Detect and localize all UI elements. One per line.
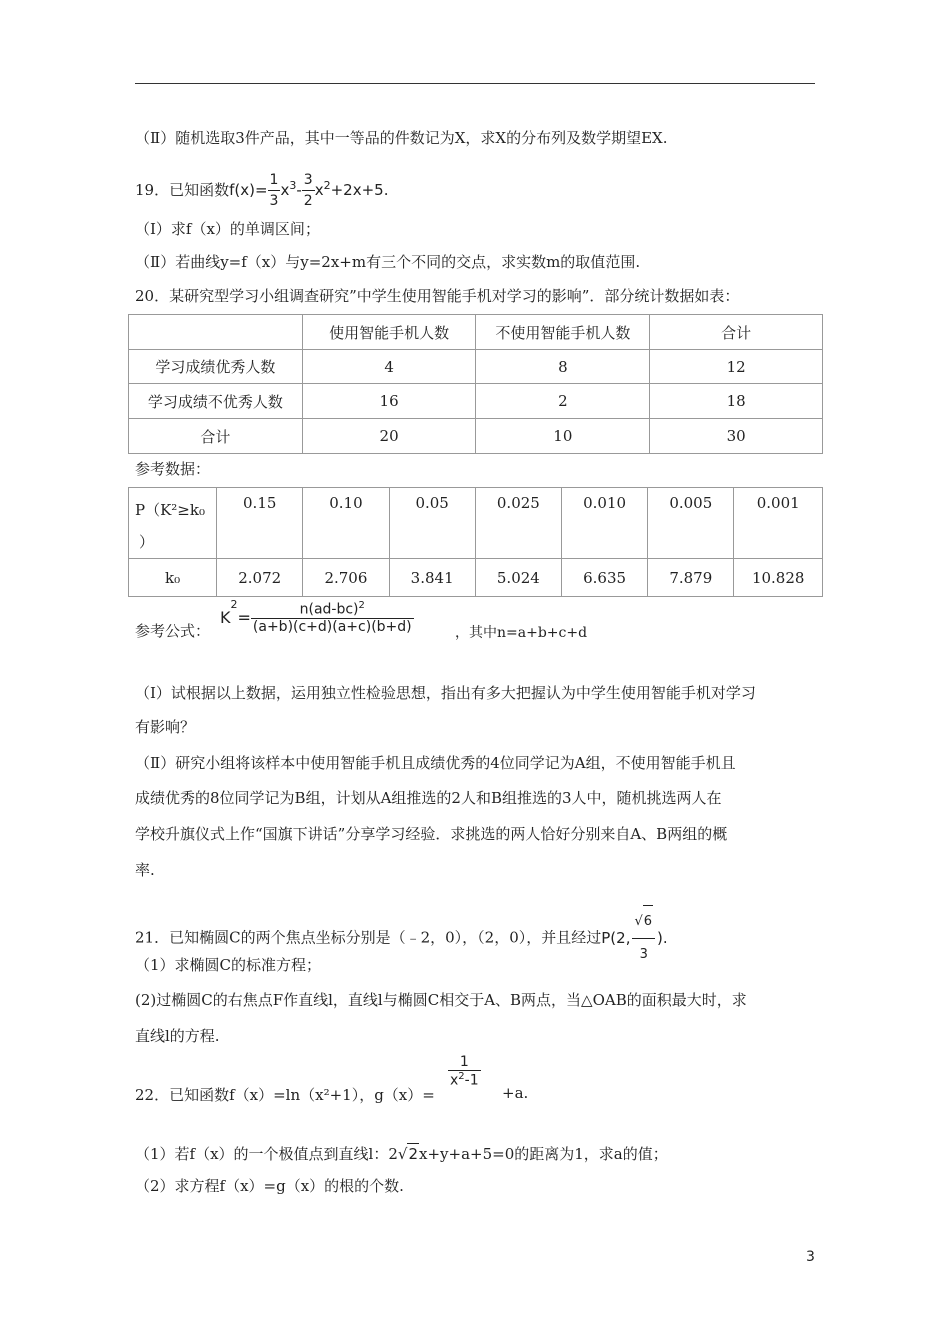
table-header-cell: 合计 xyxy=(650,315,823,350)
q22-part1-suffix: x+y+a+5=0的距离为1，求a的值； xyxy=(419,1145,668,1163)
fraction-numerator: 3 xyxy=(302,170,315,191)
fraction-denominator: 2 xyxy=(303,193,313,209)
table-cell: 6.635 xyxy=(561,559,647,597)
formula-term: x xyxy=(280,181,290,199)
critical-values-table xyxy=(128,487,823,597)
formula-lhs: K xyxy=(220,608,231,627)
q21-point xyxy=(601,914,668,962)
header-rule xyxy=(135,83,815,84)
table-cell: 学习成绩不优秀人数 xyxy=(129,384,303,419)
table-cell: 30 xyxy=(650,419,823,454)
q19-function-formula xyxy=(229,172,384,209)
table-row xyxy=(129,419,823,454)
table-cell-p-label xyxy=(129,488,217,559)
formula-exponent: 2 xyxy=(323,179,331,192)
q19-stem-suffix: . xyxy=(383,181,389,199)
q19-part1: （Ⅰ）求f（x）的单调区间； xyxy=(135,220,320,238)
q22-part1-prefix: （1）若f（x）的一个极值点到直线l：2 xyxy=(135,1145,398,1163)
q22-part1 xyxy=(135,1143,668,1164)
p-label-line1: P（K²≥k₀ xyxy=(135,501,205,519)
q18-part2: （Ⅱ）随机选取3件产品，其中一等品的件数记为X，求X的分布列及数学期望EX. xyxy=(135,129,668,147)
q20-part1-line1: （Ⅰ）试根据以上数据，运用独立性检验思想，指出有多大把握认为中学生使用智能手机对学习 xyxy=(135,684,756,702)
table-cell: 0.025 xyxy=(475,488,561,559)
q22-sqrt: √2 xyxy=(397,1145,419,1163)
q20-part2-line3: 学校升旗仪式上作“国旗下讲话”分享学习经验．求挑选的两人恰好分别来自A、B两组的概 xyxy=(135,825,728,843)
table-cell: 0.005 xyxy=(648,488,734,559)
table-header-cell xyxy=(129,315,303,350)
table-cell: 5.024 xyxy=(475,559,561,597)
denominator-exponent: 2 xyxy=(458,1071,465,1082)
q19-stem xyxy=(135,170,388,211)
q20-stem: 20．某研究型学习小组调查研究”中学生使用智能手机对学习的影响”．部分统计数据如表： xyxy=(135,287,740,305)
denominator-base: x xyxy=(450,1072,459,1089)
fraction-one-third xyxy=(268,170,281,211)
table-cell: 0.05 xyxy=(389,488,475,559)
q19-part2: （Ⅱ）若曲线y=f（x）与y=2x+m有三个不同的交点，求实数m的取值范围. xyxy=(135,253,641,271)
q19-stem-prefix: 19．已知函数 xyxy=(135,181,230,199)
q21-part2-line2: 直线l的方程. xyxy=(135,1027,220,1045)
formula-exponent: 2 xyxy=(230,598,238,611)
chi-square-fraction xyxy=(251,600,414,635)
table-cell: 20 xyxy=(302,419,476,454)
q20-part2-line2: 成绩优秀的8位同学记为B组，计划从A组推选的2人和B组推选的3人中，随机挑选两人在 xyxy=(135,789,722,807)
q22-stem-suffix: +a. xyxy=(502,1084,529,1102)
q22-stem-prefix: 22．已知函数f（x）=ln（x²+1），g（x）= xyxy=(135,1086,435,1104)
q21-part2-line1: (2)过椭圆C的右焦点F作直线l，直线l与椭圆C相交于A、B两点，当△OAB的面积最大时，求 xyxy=(135,991,747,1009)
q22-fraction xyxy=(448,1054,481,1089)
table-cell: 10.828 xyxy=(734,559,823,597)
table-cell: 2.706 xyxy=(303,559,389,597)
q20-part2-line4: 率. xyxy=(135,861,155,879)
fraction-numerator xyxy=(251,600,414,619)
formula-eq: = xyxy=(237,608,251,627)
q21-part1: （1）求椭圆C的标准方程； xyxy=(135,956,322,974)
table-cell: 2.072 xyxy=(217,559,303,597)
q20-formula-label: 参考公式： xyxy=(135,622,211,640)
fraction-denominator xyxy=(448,1071,481,1089)
point-close: ). xyxy=(657,928,668,947)
fraction-denominator: 3 xyxy=(639,947,648,962)
table-cell: 8 xyxy=(476,350,650,384)
table-cell: 4 xyxy=(302,350,476,384)
fraction-g xyxy=(448,1054,481,1089)
table-row-k xyxy=(129,559,823,597)
fraction-denominator: 3 xyxy=(269,193,279,209)
q21-stem-prefix: 21．已知椭圆C的两个焦点坐标分别是（﹣2，0），（2，0），并且经过 xyxy=(135,928,602,947)
table-cell: 0.15 xyxy=(217,488,303,559)
table-cell: 12 xyxy=(650,350,823,384)
sqrt-radicand: 6 xyxy=(643,905,653,938)
table-cell: 0.010 xyxy=(561,488,647,559)
table-cell: 0.001 xyxy=(734,488,823,559)
table-header-cell: 使用智能手机人数 xyxy=(302,315,476,350)
table-header-cell: 不使用智能手机人数 xyxy=(476,315,650,350)
table-cell: 合计 xyxy=(129,419,303,454)
fraction-three-halves xyxy=(302,170,315,211)
sqrt-radicand: 2 xyxy=(408,1145,419,1163)
formula-tail: +2x+5 xyxy=(330,181,384,199)
fraction-sqrt6-over-3 xyxy=(632,905,655,971)
formula-numerator: n(ad-bc) xyxy=(299,601,359,618)
q20-ref-label: 参考数据： xyxy=(135,460,211,478)
p-label-line2: ） xyxy=(139,533,155,551)
q20-part1-line2: 有影响？ xyxy=(135,718,196,736)
fraction-denominator: (a+b)(c+d)(a+c)(b+d) xyxy=(252,618,412,635)
table-cell: 2 xyxy=(476,384,650,419)
page-number: 3 xyxy=(806,1249,815,1265)
table-cell: 18 xyxy=(650,384,823,419)
table-cell: 0.10 xyxy=(303,488,389,559)
table-cell: 3.841 xyxy=(389,559,475,597)
chi-square-formula xyxy=(220,598,414,635)
smartphone-stats-table xyxy=(128,314,823,454)
table-row xyxy=(129,350,823,384)
fraction-numerator: 1 xyxy=(268,170,281,191)
table-cell-k-label: k₀ xyxy=(129,559,217,597)
table-row-p xyxy=(129,488,823,559)
formula-term: x xyxy=(314,181,324,199)
fraction-numerator: √6 xyxy=(632,905,655,939)
q22-part2: （2）求方程f（x）=g（x）的根的个数. xyxy=(135,1177,404,1195)
formula-minus: - xyxy=(296,181,302,199)
formula-exponent: 2 xyxy=(358,600,365,612)
table-cell: 16 xyxy=(302,384,476,419)
table-header-row xyxy=(129,315,823,350)
q20-formula-suffix: ，其中n=a+b+c+d xyxy=(455,625,588,641)
table-cell: 10 xyxy=(476,419,650,454)
table-cell: 学习成绩优秀人数 xyxy=(129,350,303,384)
formula-fx: f(x)= xyxy=(229,181,268,199)
formula-exponent: 3 xyxy=(289,179,297,192)
fraction-numerator: 1 xyxy=(448,1054,481,1071)
table-cell: 7.879 xyxy=(648,559,734,597)
point-label: P(2, xyxy=(601,928,631,947)
table-row xyxy=(129,384,823,419)
denominator-tail: -1 xyxy=(464,1072,479,1089)
q20-part2-line1: （Ⅱ）研究小组将该样本中使用智能手机且成绩优秀的4位同学记为A组，不使用智能手机且 xyxy=(135,754,736,772)
